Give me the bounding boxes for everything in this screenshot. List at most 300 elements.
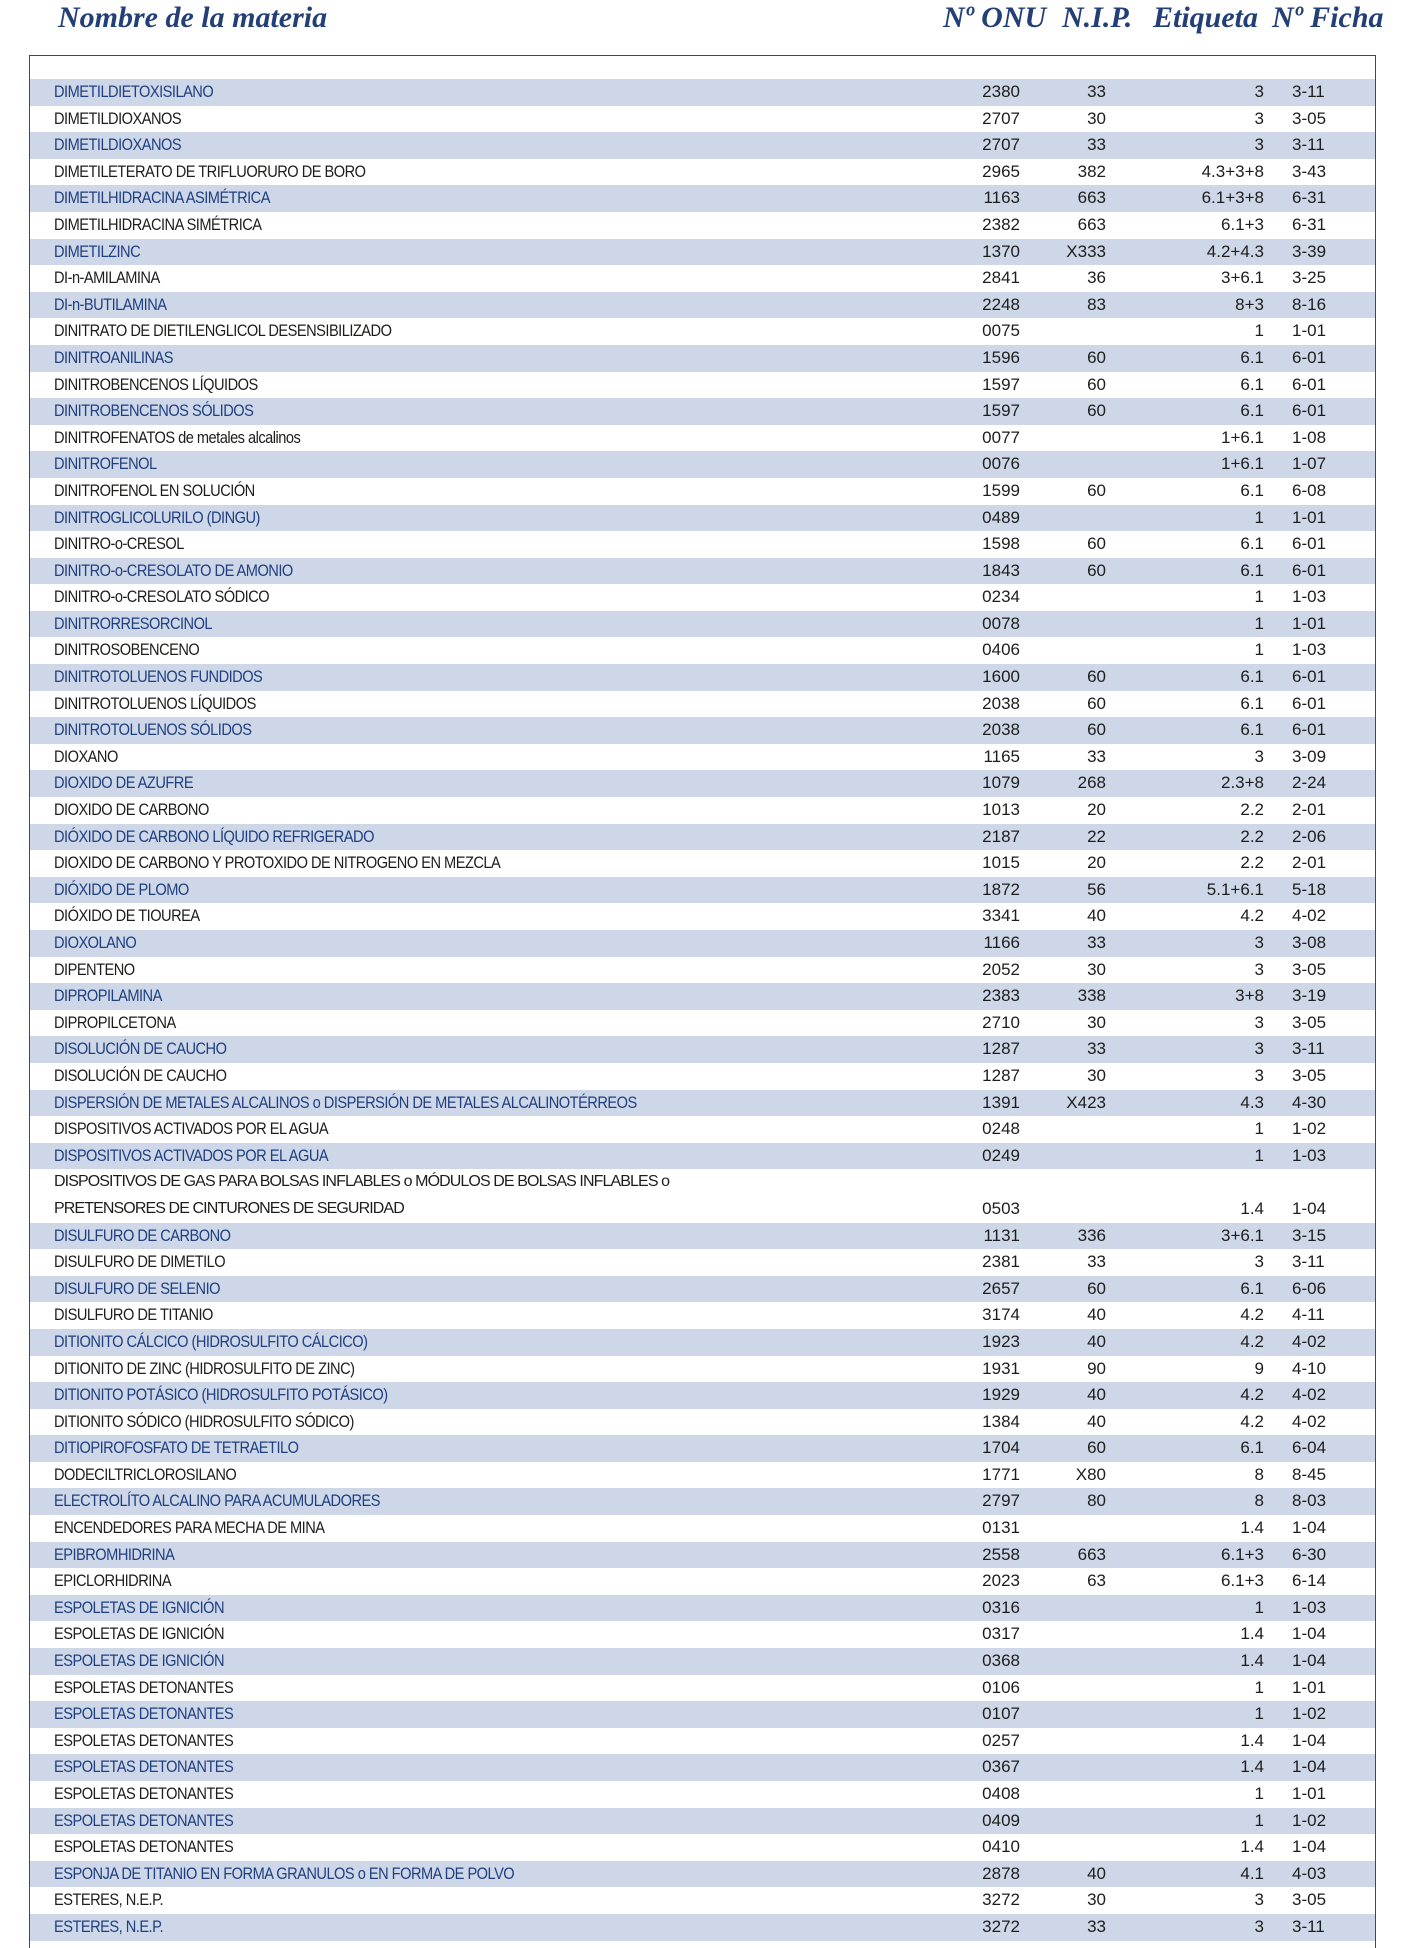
cell-name: DINITROGLICOLURILO (DINGU) — [54, 507, 260, 527]
cell-etiqueta: 3 — [1254, 1916, 1264, 1936]
table-row — [30, 478, 1375, 505]
cell-onu: 0077 — [982, 427, 1020, 447]
cell-onu: 0234 — [982, 587, 1020, 607]
cell-ficha: 4-02 — [1292, 906, 1327, 926]
cell-nip: 60 — [1087, 1438, 1106, 1458]
table-row — [30, 717, 1375, 744]
cell-nip: 663 — [1077, 1544, 1106, 1564]
cell-etiqueta: 1 — [1254, 507, 1264, 527]
cell-nip: 63 — [1087, 1571, 1106, 1591]
cell-ficha: 3-19 — [1292, 986, 1327, 1006]
cell-etiqueta: 4.2 — [1240, 1331, 1264, 1351]
cell-ficha: 1-04 — [1292, 1730, 1327, 1750]
cell-etiqueta: 8 — [1254, 1491, 1264, 1511]
table-row — [30, 1887, 1375, 1914]
cell-nip: X333 — [1066, 241, 1106, 261]
cell-ficha: 3-11 — [1292, 135, 1325, 155]
cell-onu: 1598 — [982, 534, 1020, 554]
cell-nip: 338 — [1077, 986, 1106, 1006]
cell-ficha: 3-15 — [1292, 1225, 1327, 1245]
cell-etiqueta: 1.4 — [1240, 1651, 1264, 1671]
cell-onu: 2052 — [982, 959, 1020, 979]
cell-ficha: 1-02 — [1292, 1119, 1327, 1139]
cell-ficha: 3-43 — [1292, 161, 1327, 181]
cell-ficha: 1-02 — [1292, 1810, 1327, 1830]
header-etiqueta: Etiqueta — [1153, 1, 1259, 34]
cell-onu: 0408 — [982, 1784, 1020, 1803]
cell-nip: 33 — [1087, 933, 1106, 952]
cell-etiqueta: 6.1+3 — [1220, 1544, 1264, 1564]
cell-nip: 60 — [1087, 347, 1106, 367]
cell-onu: 1600 — [982, 667, 1020, 687]
cell-name: ESPOLETAS DETONANTES — [54, 1704, 234, 1724]
table-row — [30, 664, 1375, 691]
cell-ficha: 6-01 — [1292, 667, 1327, 687]
cell-etiqueta: 6.1 — [1240, 720, 1264, 740]
cell-nip: 60 — [1087, 560, 1106, 580]
cell-name: DITIONITO CÁLCICO (HIDROSULFITO CÁLCICO) — [54, 1331, 368, 1351]
cell-onu: 1287 — [982, 1065, 1020, 1085]
cell-name: DINITRO-o-CRESOLATO DE AMONIO — [54, 560, 293, 580]
cell-ficha: 4-02 — [1292, 1411, 1327, 1431]
table-row — [30, 824, 1375, 851]
cell-onu: 2248 — [982, 294, 1020, 314]
cell-onu: 3272 — [982, 1890, 1020, 1910]
cell-ficha: 3-39 — [1292, 241, 1327, 261]
cell-nip: 268 — [1077, 773, 1106, 793]
cell-ficha: 6-06 — [1292, 1278, 1327, 1298]
cell-name: DIPENTENO — [54, 959, 135, 979]
cell-name: DIPROPILCETONA — [54, 1012, 176, 1032]
table-row — [30, 1701, 1375, 1728]
cell-nip: 33 — [1087, 1916, 1106, 1936]
cell-ficha: 2-06 — [1292, 826, 1327, 846]
cell-nip: 30 — [1087, 1012, 1106, 1032]
cell-etiqueta: 1 — [1254, 1597, 1264, 1617]
cell-onu: 1166 — [983, 933, 1020, 952]
cell-etiqueta: 6.1 — [1240, 667, 1264, 687]
cell-etiqueta: 1 — [1254, 640, 1264, 660]
table-row — [30, 611, 1375, 638]
cell-etiqueta: 4.1 — [1240, 1863, 1264, 1883]
cell-name: DIMETILDIOXANOS — [54, 135, 182, 155]
cell-onu: 1931 — [982, 1358, 1020, 1378]
table-row — [30, 1329, 1375, 1356]
table-row — [30, 185, 1375, 212]
cell-nip: 30 — [1087, 959, 1106, 979]
cell-name: DINITRATO DE DIETILENGLICOL DESENSIBILIZADO — [54, 321, 392, 341]
cell-onu: 0367 — [982, 1757, 1020, 1777]
cell-onu: 0409 — [982, 1810, 1020, 1830]
cell-ficha: 1-01 — [1292, 321, 1327, 341]
cell-onu: 2797 — [982, 1491, 1020, 1511]
cell-onu: 1704 — [982, 1438, 1020, 1458]
cell-etiqueta: 8+3 — [1235, 294, 1264, 314]
cell-onu: 0106 — [982, 1677, 1020, 1697]
cell-onu: 1079 — [982, 773, 1020, 793]
cell-ficha: 4-10 — [1292, 1358, 1327, 1378]
header-onu: Nº ONU — [943, 1, 1047, 34]
table-row — [30, 372, 1375, 399]
table-row — [30, 1515, 1375, 1542]
cell-nip: 60 — [1087, 1278, 1106, 1298]
table-body — [30, 79, 1375, 1941]
cell-name: DITIONITO POTÁSICO (HIDROSULFITO POTÁSICO) — [54, 1385, 388, 1405]
cell-etiqueta: 2.3+8 — [1220, 773, 1264, 793]
cell-onu: 1872 — [982, 879, 1020, 899]
cell-onu: 2710 — [982, 1012, 1020, 1032]
cell-name: DINITRO-o-CRESOL — [54, 534, 184, 554]
cell-ficha: 1-04 — [1292, 1757, 1327, 1777]
cell-ficha: 4-11 — [1292, 1305, 1325, 1325]
cell-onu: 0076 — [982, 454, 1020, 474]
cell-onu: 1131 — [983, 1225, 1020, 1245]
cell-nip: 22 — [1087, 826, 1106, 846]
table-row — [30, 903, 1375, 930]
cell-nip: 20 — [1087, 853, 1106, 873]
cell-onu: 2707 — [982, 135, 1020, 155]
cell-etiqueta: 4.2 — [1240, 906, 1264, 926]
table-row — [30, 79, 1375, 106]
cell-onu: 0406 — [982, 640, 1020, 660]
cell-ficha: 1-04 — [1292, 1518, 1327, 1538]
table-row — [30, 425, 1375, 452]
cell-ficha: 1-03 — [1292, 587, 1327, 607]
cell-name: ESPOLETAS DE IGNICIÓN — [54, 1597, 225, 1617]
cell-ficha: 5-18 — [1292, 879, 1327, 899]
cell-nip: 336 — [1077, 1225, 1106, 1245]
cell-ficha: 6-31 — [1292, 188, 1327, 208]
cell-etiqueta: 3 — [1254, 1252, 1264, 1272]
cell-nip: 40 — [1087, 1411, 1106, 1431]
cell-name: DIÓXIDO DE CARBONO LÍQUIDO REFRIGERADO — [54, 826, 374, 846]
cell-name: DISULFURO DE TITANIO — [54, 1305, 213, 1325]
cell-name: ESPOLETAS DETONANTES — [54, 1810, 234, 1830]
cell-onu: 2038 — [982, 693, 1020, 713]
cell-name: EPICLORHIDRINA — [54, 1571, 172, 1591]
cell-name: ESPOLETAS DETONANTES — [54, 1730, 234, 1750]
cell-ficha: 6-01 — [1292, 374, 1327, 394]
table-row — [30, 1914, 1375, 1941]
cell-etiqueta: 2.2 — [1240, 853, 1264, 873]
cell-nip: 60 — [1087, 693, 1106, 713]
table-row — [30, 1621, 1375, 1648]
cell-nip: 382 — [1077, 161, 1106, 181]
cell-nip: 60 — [1087, 480, 1106, 500]
cell-onu: 2657 — [982, 1278, 1020, 1298]
cell-name: ESTERES, N.E.P. — [54, 1890, 164, 1910]
cell-onu: 1370 — [982, 241, 1020, 261]
cell-etiqueta: 3+8 — [1235, 986, 1264, 1006]
cell-name: DISPOSITIVOS ACTIVADOS POR EL AGUA — [54, 1145, 329, 1165]
cell-onu: 0257 — [982, 1730, 1020, 1750]
cell-ficha: 3-05 — [1292, 108, 1327, 128]
cell-onu: 0107 — [982, 1704, 1020, 1724]
cell-ficha: 6-31 — [1292, 214, 1327, 234]
cell-nip: 60 — [1087, 534, 1106, 554]
cell-nip: 30 — [1087, 1890, 1106, 1910]
cell-etiqueta: 1 — [1254, 587, 1264, 607]
cell-nip: 30 — [1087, 1065, 1106, 1085]
cell-etiqueta: 3 — [1254, 1065, 1264, 1085]
table-row — [30, 1648, 1375, 1675]
table-row — [30, 1302, 1375, 1329]
table-row — [30, 770, 1375, 797]
cell-etiqueta: 6.1 — [1240, 374, 1264, 394]
table-row — [30, 398, 1375, 425]
cell-onu: 0131 — [982, 1518, 1020, 1538]
cell-nip: 90 — [1087, 1358, 1106, 1378]
cell-ficha: 6-01 — [1292, 401, 1327, 421]
table-row — [30, 1036, 1375, 1063]
cell-name: DISPOSITIVOS DE GAS PARA BOLSAS INFLABLES o MÓDULOS DE BOLSAS INFLABLES o PRETENSORES DE CINTURONES DE SEGURIDAD — [54, 1173, 670, 1217]
cell-nip: X80 — [1075, 1464, 1106, 1484]
table-row — [30, 1861, 1375, 1888]
cell-onu: 1163 — [983, 188, 1020, 208]
cell-etiqueta: 1 — [1254, 613, 1264, 633]
cell-etiqueta: 3+6.1 — [1220, 268, 1264, 288]
cell-name: DIÓXIDO DE TIOUREA — [54, 906, 200, 926]
cell-etiqueta: 5.1+6.1 — [1206, 879, 1264, 899]
cell-name: ESPOLETAS DE IGNICIÓN — [54, 1624, 225, 1644]
cell-name: DINITROTOLUENOS LÍQUIDOS — [54, 693, 256, 713]
cell-nip: 40 — [1087, 906, 1106, 926]
cell-ficha: 1-04 — [1292, 1651, 1327, 1671]
header-name: Nombre de la materia — [58, 1, 328, 34]
cell-onu: 0410 — [982, 1837, 1020, 1857]
cell-name: DINITROFENATOS de metales alcalinos — [54, 427, 301, 447]
cell-name: DODECILTRICLOROSILANO — [54, 1464, 237, 1484]
table-row — [30, 1116, 1375, 1143]
table-row — [30, 132, 1375, 159]
cell-name: DIOXOLANO — [54, 933, 137, 952]
cell-etiqueta: 2.2 — [1240, 826, 1264, 846]
table-row — [30, 345, 1375, 372]
cell-etiqueta: 1 — [1254, 1784, 1264, 1803]
cell-onu: 3272 — [982, 1916, 1020, 1936]
cell-etiqueta: 3 — [1254, 1890, 1264, 1910]
cell-onu: 1597 — [982, 374, 1020, 394]
cell-name: DIMETILDIETOXISILANO — [54, 82, 214, 101]
cell-name: DISOLUCIÓN DE CAUCHO — [54, 1039, 227, 1059]
cell-nip: 83 — [1087, 294, 1106, 314]
cell-ficha: 3-11 — [1292, 1916, 1325, 1936]
table-row — [30, 451, 1375, 478]
cell-etiqueta: 1 — [1254, 1810, 1264, 1830]
cell-nip: 60 — [1087, 401, 1106, 421]
cell-ficha: 1-01 — [1292, 1784, 1327, 1803]
cell-name: DISPOSITIVOS ACTIVADOS POR EL AGUA — [54, 1119, 329, 1139]
cell-ficha: 3-05 — [1292, 959, 1327, 979]
table-row — [30, 505, 1375, 532]
cell-etiqueta: 3 — [1254, 108, 1264, 128]
cell-name: DISPERSIÓN DE METALES ALCALINOS o DISPERSIÓN DE METALES ALCALINOTÉRREOS — [54, 1092, 637, 1112]
table-row — [30, 930, 1375, 957]
cell-ficha: 6-01 — [1292, 534, 1327, 554]
cell-name: DIMETILZINC — [54, 241, 141, 261]
cell-onu: 1771 — [982, 1464, 1020, 1484]
table-row — [30, 1675, 1375, 1702]
cell-onu: 2558 — [982, 1544, 1020, 1564]
table-row — [30, 584, 1375, 611]
cell-nip: 60 — [1087, 374, 1106, 394]
cell-ficha: 1-03 — [1292, 640, 1327, 660]
cell-ficha: 1-08 — [1292, 427, 1327, 447]
cell-etiqueta: 3 — [1254, 1039, 1264, 1059]
cell-name: ESPOLETAS DETONANTES — [54, 1784, 234, 1803]
cell-etiqueta: 6.1 — [1240, 1278, 1264, 1298]
cell-ficha: 3-11 — [1292, 82, 1325, 101]
cell-name: DINITRORRESORCINOL — [54, 613, 213, 633]
cell-etiqueta: 1.4 — [1240, 1198, 1264, 1218]
cell-name: DI-n-AMILAMINA — [54, 268, 160, 288]
cell-ficha: 3-11 — [1292, 1039, 1325, 1059]
cell-name: DINITROTOLUENOS SÓLIDOS — [54, 720, 252, 740]
header-nip: N.I.P. — [1062, 1, 1133, 34]
cell-nip: 40 — [1087, 1305, 1106, 1325]
cell-onu: 2383 — [982, 986, 1020, 1006]
cell-etiqueta: 1.4 — [1240, 1757, 1264, 1777]
cell-nip: 663 — [1077, 214, 1106, 234]
cell-name: DIMETILHIDRACINA SIMÉTRICA — [54, 214, 262, 234]
cell-ficha: 8-45 — [1292, 1464, 1327, 1484]
cell-onu: 1384 — [982, 1411, 1020, 1431]
cell-ficha: 6-04 — [1292, 1438, 1327, 1458]
cell-onu: 2382 — [982, 214, 1020, 234]
cell-name: DIOXANO — [54, 746, 118, 766]
cell-etiqueta: 1.4 — [1240, 1624, 1264, 1644]
cell-ficha: 6-30 — [1292, 1544, 1327, 1564]
cell-name: ESPOLETAS DE IGNICIÓN — [54, 1651, 225, 1671]
cell-ficha: 2-01 — [1292, 800, 1327, 820]
cell-onu: 1843 — [982, 560, 1020, 580]
cell-ficha: 3-09 — [1292, 746, 1327, 766]
cell-name: DITIONITO DE ZINC (HIDROSULFITO DE ZINC) — [54, 1358, 355, 1378]
cell-ficha: 3-11 — [1292, 1252, 1325, 1272]
cell-ficha: 1-03 — [1292, 1145, 1327, 1165]
cell-onu: 2380 — [982, 82, 1020, 101]
table-row — [30, 1542, 1375, 1569]
table-row — [30, 1143, 1375, 1170]
cell-name: DISULFURO DE SELENIO — [54, 1278, 220, 1298]
cell-name: DITIOPIROFOSFATO DE TETRAETILO — [54, 1438, 299, 1458]
table-row — [30, 1595, 1375, 1622]
cell-onu: 1165 — [983, 746, 1020, 766]
cell-ficha: 1-01 — [1292, 613, 1327, 633]
cell-nip: 60 — [1087, 720, 1106, 740]
table-row — [30, 1063, 1375, 1090]
cell-ficha: 3-05 — [1292, 1890, 1327, 1910]
cell-etiqueta: 1+6.1 — [1220, 427, 1264, 447]
cell-name: DISOLUCIÓN DE CAUCHO — [54, 1065, 227, 1085]
table-row — [30, 1488, 1375, 1515]
table-row — [30, 850, 1375, 877]
cell-etiqueta: 1.4 — [1240, 1730, 1264, 1750]
cell-onu: 1015 — [982, 853, 1020, 873]
cell-name: DIOXIDO DE AZUFRE — [54, 773, 194, 793]
table-row — [30, 265, 1375, 292]
cell-nip: 33 — [1087, 82, 1106, 101]
table-row — [30, 1754, 1375, 1781]
cell-onu: 0317 — [982, 1624, 1020, 1644]
cell-ficha: 4-02 — [1292, 1331, 1327, 1351]
cell-ficha: 3-08 — [1292, 933, 1327, 952]
cell-nip: 40 — [1087, 1863, 1106, 1883]
cell-etiqueta: 6.1+3 — [1220, 214, 1264, 234]
table-row — [30, 1728, 1375, 1755]
cell-etiqueta: 1 — [1254, 321, 1264, 341]
cell-name: DIOXIDO DE CARBONO Y PROTOXIDO DE NITROGENO EN MEZCLA — [54, 853, 501, 873]
cell-name: DINITROSOBENCENO — [54, 640, 200, 660]
cell-etiqueta: 3 — [1254, 82, 1264, 101]
table-row — [30, 1382, 1375, 1409]
cell-onu: 0078 — [982, 613, 1020, 633]
cell-etiqueta: 1.4 — [1240, 1837, 1264, 1857]
cell-name: DI-n-BUTILAMINA — [54, 294, 167, 314]
cell-name: ENCENDEDORES PARA MECHA DE MINA — [54, 1518, 325, 1538]
cell-name: DIMETILETERATO DE TRIFLUORURO DE BORO — [54, 161, 366, 181]
cell-onu: 1597 — [982, 401, 1020, 421]
cell-name: ESPOLETAS DETONANTES — [54, 1837, 234, 1857]
table-panel — [29, 55, 1376, 1948]
cell-onu: 3174 — [982, 1305, 1020, 1325]
cell-nip: 33 — [1087, 135, 1106, 155]
cell-name: DITIONITO SÓDICO (HIDROSULFITO SÓDICO) — [54, 1411, 354, 1431]
cell-etiqueta: 9 — [1254, 1358, 1264, 1378]
cell-name: DINITRO-o-CRESOLATO SÓDICO — [54, 587, 270, 607]
cell-onu: 1391 — [982, 1092, 1020, 1112]
cell-onu: 0075 — [982, 321, 1020, 341]
cell-etiqueta: 6.1 — [1240, 693, 1264, 713]
cell-nip: 33 — [1087, 1252, 1106, 1272]
cell-name: DINITROFENOL EN SOLUCIÓN — [54, 480, 255, 500]
cell-ficha: 1-01 — [1292, 1677, 1327, 1697]
cell-etiqueta: 1+6.1 — [1220, 454, 1264, 474]
cell-ficha: 8-16 — [1292, 294, 1327, 314]
cell-name: DINITROBENCENOS SÓLIDOS — [54, 401, 254, 421]
cell-onu: 0248 — [982, 1119, 1020, 1139]
cell-etiqueta: 8 — [1254, 1464, 1264, 1484]
cell-name: ESPOLETAS DETONANTES — [54, 1677, 234, 1697]
cell-etiqueta: 4.2 — [1240, 1411, 1264, 1431]
cell-nip: 80 — [1087, 1491, 1106, 1511]
cell-name: ESTERES, N.E.P. — [54, 1916, 164, 1936]
cell-ficha: 1-04 — [1292, 1837, 1327, 1857]
table-row — [30, 1010, 1375, 1037]
cell-etiqueta: 1 — [1254, 1119, 1264, 1139]
cell-etiqueta: 6.1 — [1240, 480, 1264, 500]
cell-name: DIÓXIDO DE PLOMO — [54, 879, 189, 899]
cell-etiqueta: 6.1 — [1240, 347, 1264, 367]
cell-ficha: 1-04 — [1292, 1198, 1327, 1218]
cell-ficha: 4-02 — [1292, 1385, 1327, 1405]
cell-ficha: 3-25 — [1292, 268, 1327, 288]
table-row — [30, 1781, 1375, 1808]
cell-name: DINITROBENCENOS LÍQUIDOS — [54, 374, 258, 394]
cell-onu: 0316 — [982, 1597, 1020, 1617]
cell-ficha: 4-03 — [1292, 1863, 1327, 1883]
cell-nip: 33 — [1087, 1039, 1106, 1059]
cell-onu: 2038 — [982, 720, 1020, 740]
cell-onu: 0503 — [982, 1198, 1020, 1218]
cell-onu: 1599 — [982, 480, 1020, 500]
cell-etiqueta: 3 — [1254, 933, 1264, 952]
table-row — [30, 1568, 1375, 1595]
cell-nip: 36 — [1087, 268, 1106, 288]
header-ficha: Nº Ficha — [1272, 1, 1384, 34]
cell-nip: 30 — [1087, 108, 1106, 128]
table-header — [0, 0, 1408, 50]
